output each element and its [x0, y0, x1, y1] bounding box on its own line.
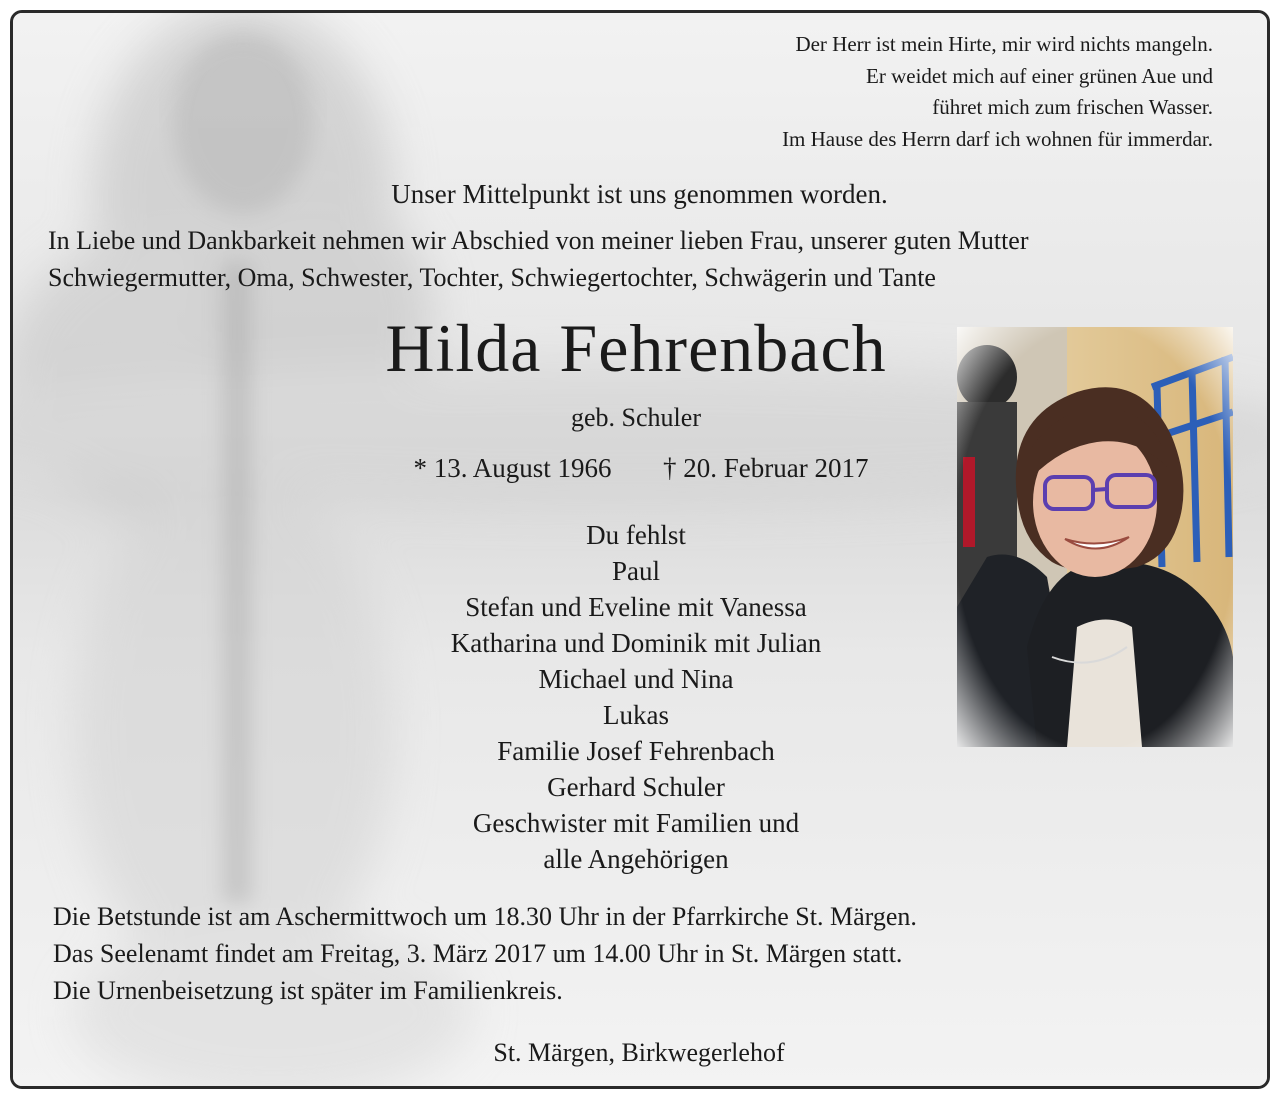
intro-line: Schwiegermutter, Oma, Schwester, Tochter, Schwiegertochter, Schwägerin und Tante [48, 263, 936, 292]
deceased-name: Hilda Fehrenbach [385, 310, 887, 386]
obituary-card [10, 10, 1270, 1089]
mourner-line: Katharina und Dominik mit Julian [450, 628, 822, 658]
mourner-line: Stefan und Eveline mit Vanessa [465, 592, 807, 622]
maiden-name: geb. Schuler [571, 403, 701, 432]
psalm-verse [573, 29, 1213, 155]
intro-line: In Liebe und Dankbarkeit nehmen wir Abschied von meiner lieben Frau, unserer guten Mutter [48, 226, 1029, 255]
mourner-line: Gerhard Schuler [547, 772, 725, 802]
lead-sentence: Unser Mittelpunkt ist uns genommen worden. [391, 179, 888, 209]
mourner-line: Familie Josef Fehrenbach [497, 736, 775, 766]
mourner-line: Geschwister mit Familien und [472, 808, 800, 838]
mourner-line: Michael und Nina [538, 664, 734, 694]
birth-date: 13. August 1966 [433, 453, 612, 483]
psalm-line: führet mich zum frischen Wasser. [932, 95, 1213, 119]
service-info [53, 898, 1253, 1009]
info-line: Die Urnenbeisetzung ist später im Familienkreis. [53, 976, 563, 1005]
psalm-line: Er weidet mich auf einer grünen Aue und [866, 63, 1213, 88]
death-cross-icon: † [663, 453, 677, 483]
death-date: 20. Februar 2017 [683, 453, 869, 483]
mourner-line: Lukas [603, 700, 669, 730]
mourner-line: Du fehlst [586, 520, 686, 550]
psalm-line: Im Hause des Herrn darf ich wohnen für immerdar. [782, 126, 1213, 151]
life-dates [331, 453, 951, 484]
psalm-line: Der Herr ist mein Hirte, mir wird nichts mangeln. [795, 32, 1213, 56]
farewell-intro [48, 222, 1263, 296]
place-signature: St. Märgen, Birkwegerlehof [493, 1038, 785, 1067]
mourner-line: Paul [611, 556, 660, 586]
mourner-line: alle Angehörigen [543, 844, 729, 874]
mourners-list [321, 517, 951, 877]
info-line: Das Seelenamt findet am Freitag, 3. März 2017 um 14.00 Uhr in St. Märgen statt. [53, 939, 903, 968]
birth-star-icon: * [413, 453, 427, 483]
info-line: Die Betstunde ist am Aschermittwoch um 18.30 Uhr in der Pfarrkirche St. Märgen. [53, 902, 917, 931]
